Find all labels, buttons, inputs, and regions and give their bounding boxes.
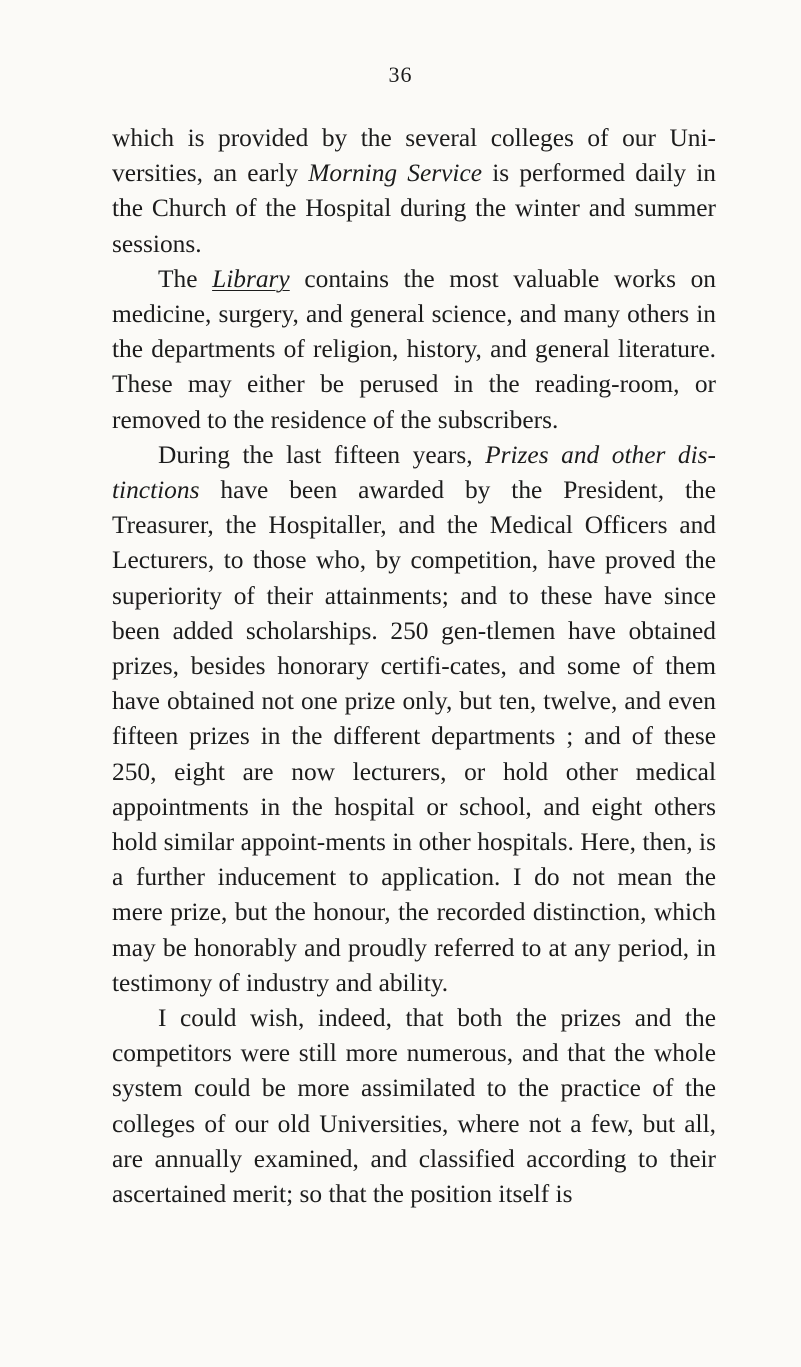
paragraph-morning-service	[112, 121, 716, 262]
italic-term-library: Library	[212, 264, 290, 293]
paragraph-text: is performed daily in the Church of the Hospital during the winter and summer sessions.	[112, 159, 716, 258]
paragraph-text: contains the most valuable works on medicine, surgery, and general science, and many others in the departments of religion, history, and general literature. These may either be perused in the reading-room, or removed to the residence of the subscribers.	[112, 264, 716, 434]
paragraph-prizes	[112, 438, 716, 1001]
italic-term-prizes: Prizes and other dis-tinctions	[112, 440, 716, 505]
body-text	[112, 121, 716, 1212]
page-number: 36	[388, 62, 413, 87]
paragraph-competitors	[112, 1001, 716, 1212]
italic-term-morning-service: Morning Service	[308, 159, 483, 188]
paragraph-text: which is provided by the several colleges of our Uni-versities, an early	[112, 124, 716, 188]
paragraph-text: The	[158, 264, 213, 293]
paragraph-text: have been awarded by the President, the Treasurer, the Hospitaller, and the Medical Officers and Lecturers, to those who, by competition, have proved the superiority of their attainments; and to these have since been added scholarships. 250 gen-tlemen have obtained prizes, besides honorary certifi-cates, and some of them have obtained not one prize only, but ten, twelve, and even fifteen prizes in the different departments ; and of these 250, eight are now lecturers, or hold other medical appointments in the hospital or school, and eight others hold similar appoint-ments in other hospitals. Here, then, is a further inducement to application. I do not mean the mere prize, but the honour, the recorded distinction, which may be honorably and proudly referred to at any period, in testimony of industry and ability.	[112, 476, 716, 997]
paragraph-text: I could wish, indeed, that both the prizes and the competitors were still more numerous, and that the whole system could be more assimilated to the practice of the colleges of our old Universities, where not a few, but all, are annually examined, and classified according to their ascertained merit; so that the position itself is	[112, 1004, 716, 1209]
paragraph-library	[112, 262, 716, 438]
paragraph-text: During the last fifteen years,	[158, 440, 486, 469]
